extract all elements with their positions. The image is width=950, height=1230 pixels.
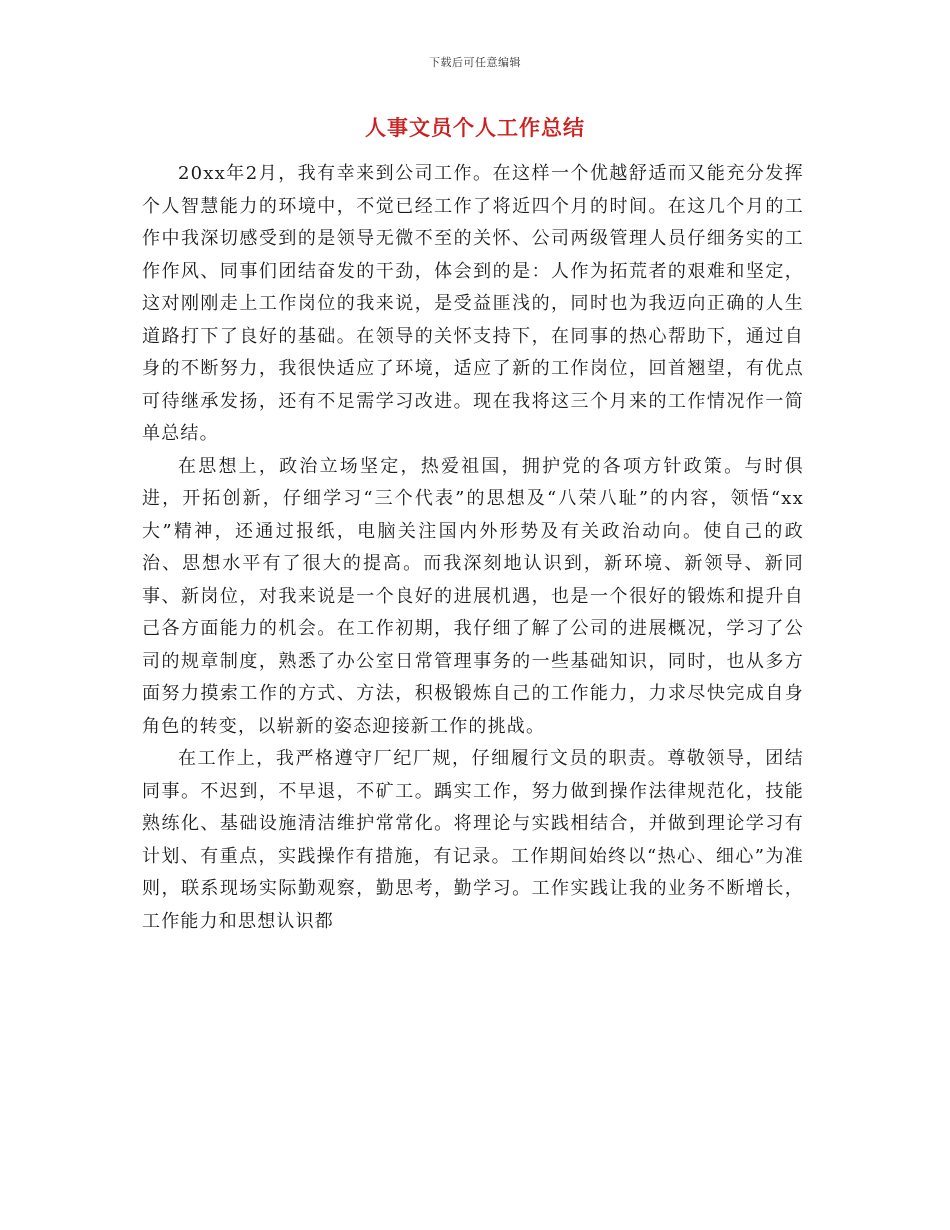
document-title: 人事文员个人工作总结 bbox=[365, 116, 585, 140]
document-body bbox=[142, 158, 804, 938]
paragraph-intro: 20xx年2月，我有幸来到公司工作。在这样一个优越舒适而又能充分发挥个人智慧能力的环境中，不觉已经工作了将近四个月的时间。在这几个月的工作中我深切感受到的是领导无微不至的关怀、公司两级管理人员仔细务实的工作作风、同事们团结奋发的干劲，体会到的是：人作为拓荒者的艰难和坚定，这对刚刚走上工作岗位的我来说，是受益匪浅的，同时也为我迈向正确的人生道路打下了良好的基础。在领导的关怀支持下，在同事的热心帮助下，通过自身的不断努力，我很快适应了环境，适应了新的工作岗位，回首翘望，有优点可待继承发扬，还有不足需学习改进。现在我将这三个月来的工作情况作一简单总结。 bbox=[142, 163, 804, 444]
paragraph-ideology: 在思想上，政治立场坚定，热爱祖国，拥护党的各项方针政策。与时俱进，开拓创新，仔细学习“三个代表”的思想及“八荣八耻”的内容，领悟“xx大”精神，还通过报纸，电脑关注国内外形势及有关政治动向。使自己的政治、思想水平有了很大的提高。而我深刻地认识到，新环境、新领导、新同事、新岗位，对我来说是一个良好的进展机遇，也是一个很好的锻炼和提升自己各方面能力的机会。在工作初期，我仔细了解了公司的进展概况，学习了公司的规章制度，熟悉了办公室日常管理事务的一些基础知识，同时，也从多方面努力摸索工作的方式、方法，积极锻炼自己的工作能力，力求尽快完成自身角色的转变，以崭新的姿态迎接新工作的挑战。 bbox=[142, 455, 804, 737]
paragraph-work: 在工作上，我严格遵守厂纪厂规，仔细履行文员的职责。尊敬领导，团结同事。不迟到，不早退，不矿工。踽实工作，努力做到操作法律规范化，技能熟练化、基础设施清洁维护常常化。将理论与实践相结合，并做到理论学习有计划、有重点，实践操作有措施，有记录。工作期间始终以“热心、细心”为准则，联系现场实际勤观察，勤思考，勤学习。工作实践让我的业务不断增长，工作能力和思想认识都 bbox=[142, 748, 804, 932]
header-note: 下载后可任意编辑 bbox=[429, 56, 521, 69]
